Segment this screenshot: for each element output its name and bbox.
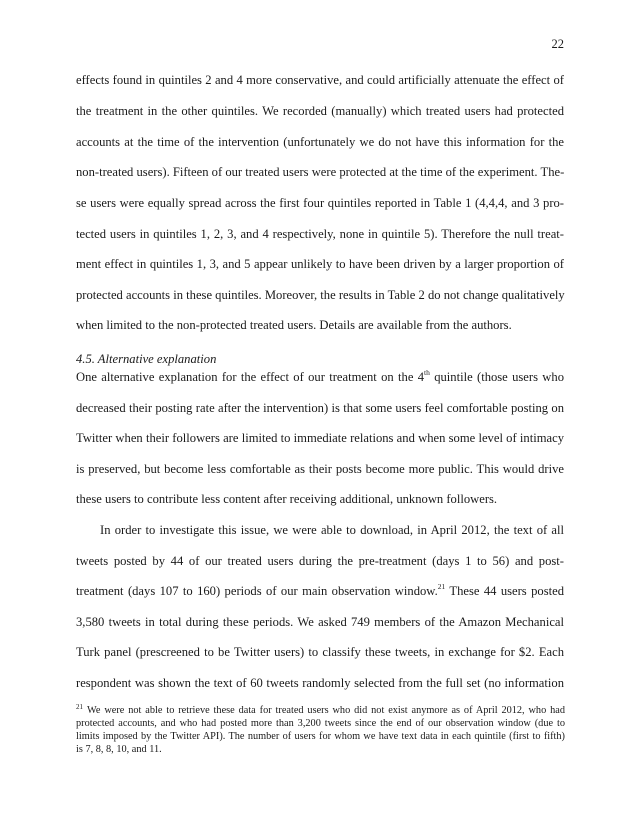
paragraph-line: accounts at the time of the intervention (unfortunately we do not have this information for the <box>76 135 564 149</box>
paragraph-line <box>76 369 564 385</box>
text-run: One alternative explanation for the effect of our treatment on the 4 <box>76 370 425 384</box>
paragraph-line: these users to contribute less content after receiving additional, unknown followers. <box>76 492 498 506</box>
ordinal-superscript: th <box>424 368 430 377</box>
paragraph-line: Twitter when their followers are limited to immediate relations and when some level of intimacy <box>76 431 564 445</box>
footnote-line: protected accounts, and who had posted more than 3,200 tweets since the end of our observation window (due to <box>76 718 565 729</box>
page-number: 22 <box>551 37 564 51</box>
footnote-mark: 21 <box>76 703 83 711</box>
paragraph-line: decreased their posting rate after the intervention) is that some users feel comfortable posting on <box>76 401 564 415</box>
footnote-reference[interactable]: 21 <box>437 582 446 591</box>
paragraph-line: is preserved, but become less comfortable as their posts become more public. This would drive <box>76 462 564 476</box>
paragraph-line: ment effect in quintiles 1, 3, and 5 appear unlikely to have been driven by a larger proportion of <box>76 257 564 271</box>
paragraph-line: tweets posted by 44 of our treated users during the pre-treatment (days 1 to 56) and post- <box>76 554 564 568</box>
text-run: quintile (those users who <box>429 370 564 384</box>
paragraph-line: protected accounts in these quintiles. Moreover, the results in Table 2 do not change qualitatively <box>76 288 565 302</box>
paragraph-line: se users were equally spread across the first four quintiles reported in Table 1 (4,4,4, and 3 pro- <box>76 196 564 210</box>
paragraph-line: when limited to the non-protected treated users. Details are available from the authors. <box>76 318 512 332</box>
section-heading: 4.5. Alternative explanation <box>76 352 217 366</box>
paragraph-line <box>76 583 564 599</box>
paragraph-line: the treatment in the other quintiles. We recorded (manually) which treated users had protected <box>76 104 564 118</box>
paragraph-line: non-treated users). Fifteen of our treated users were protected at the time of the experiment. The- <box>76 165 565 179</box>
paragraph-line: 3,580 tweets in total during these periods. We asked 749 members of the Amazon Mechanical <box>76 615 564 629</box>
paragraph-line: effects found in quintiles 2 and 4 more conservative, and could artificially attenuate the effect of <box>76 73 564 87</box>
text-run: We were not able to retrieve these data for treated users who did not exist anymore as of April 2012, who had <box>87 705 565 716</box>
footnote-line: is 7, 8, 8, 10, and 11. <box>76 744 162 755</box>
text-run: treatment (days 107 to 160) periods of our main observation window. <box>76 584 438 598</box>
paragraph-line: Turk panel (prescreened to be Twitter users) to classify these tweets, in exchange for $2. Each <box>76 645 564 659</box>
text-run: These 44 users posted <box>445 584 564 598</box>
footnote-line: limits imposed by the Twitter API). The number of users for whom we have text data in each quintile (first to fifth) <box>76 731 565 742</box>
paragraph-line: In order to investigate this issue, we were able to download, in April 2012, the text of all <box>100 523 564 537</box>
paragraph-line: respondent was shown the text of 60 tweets randomly selected from the full set (no information <box>76 676 564 690</box>
footnote-line <box>76 704 565 717</box>
paragraph-line: tected users in quintiles 1, 2, 3, and 4 respectively, none in quintile 5). Therefore the null treat- <box>76 227 564 241</box>
